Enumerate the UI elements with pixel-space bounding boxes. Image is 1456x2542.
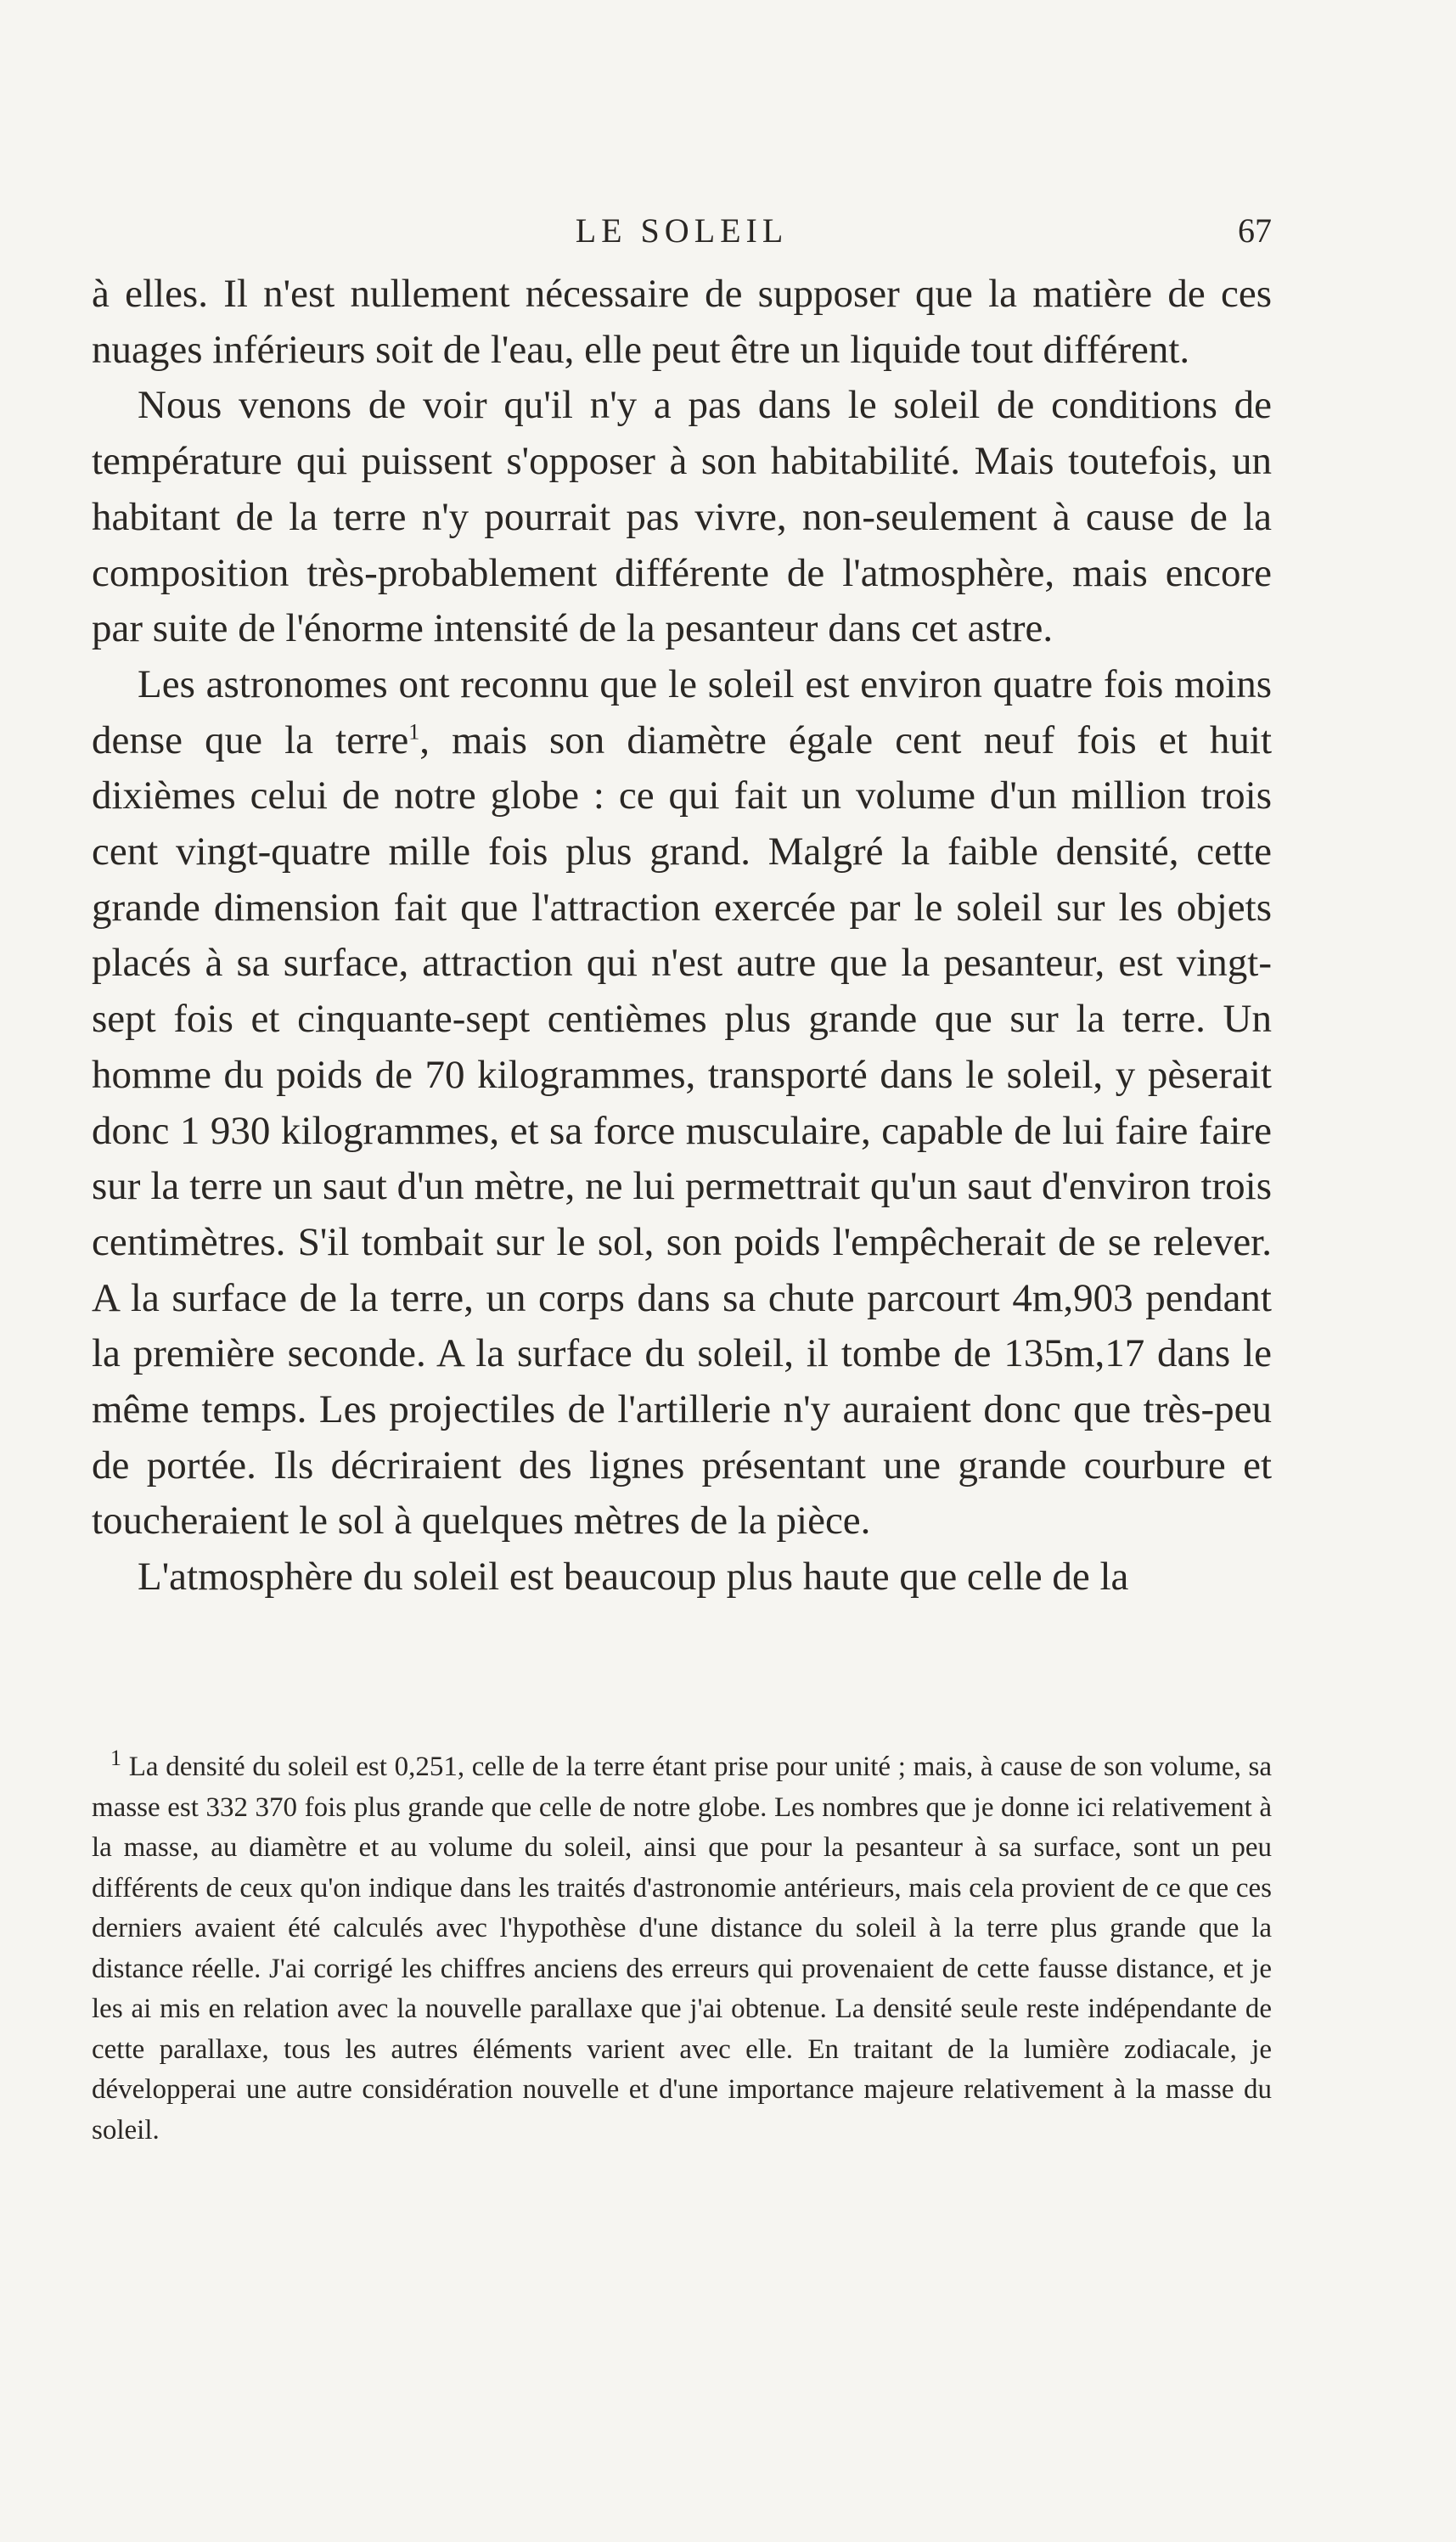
paragraph-2: Nous venons de voir qu'il n'y a pas dans le soleil de conditions de température qui puissent s'opposer à son habitabilité. Mais toutefois, un habitant de la terre n'y pourrait pas vivre, non-seulement à cause de la composition très-probablement différente de l'atmosphère, mais encore par suite de l'énorme intensité de la pesanteur dans cet astre. — [92, 383, 1272, 651]
footnote-reference: 1 — [408, 718, 420, 744]
footnote-text: La densité du soleil est 0,251, celle de la terre étant prise pour unité ; mais, à cause de son volume, sa masse est 332 370 fois plus grande que celle de notre globe. Les nombres que je donne ici relativement à la masse, au diamètre et au volume du soleil, ainsi que pour la pesanteur à sa surface, sont un peu différents de ceux qu'on indique dans les traités d'astronomie antérieurs, mais cela provient de ce que ces derniers avaient été calculés avec l'hypothèse d'une distance du soleil à la terre plus grande que la distance réelle. J'ai corrigé les chiffres anciens des erreurs qui provenaient de cette fausse distance, et je les ai mis en relation avec la nouvelle parallaxe que j'ai obtenue. La densité seule reste indépendante de cette parallaxe, tous les autres éléments varient avec elle. En traitant de la lumière zodiacale, je développerai une autre considération nouvelle et d'une importance majeure relativement à la masse du soleil. — [92, 1752, 1272, 2146]
paragraph-1: à elles. Il n'est nullement nécessaire de supposer que la matière de ces nuages inférieurs soit de l'eau, elle peut être un liquide tout différent. — [92, 272, 1272, 372]
footnote-1 — [92, 1747, 1272, 2151]
running-header — [92, 211, 1272, 262]
paragraph-3-start: Les astronomes ont reconnu que le soleil est environ quatre fois moins dense que la terre — [92, 661, 1272, 762]
main-text — [92, 267, 1272, 1606]
page-number: 67 — [1238, 211, 1272, 250]
paragraph-3-rest: , mais son diamètre égale cent neuf fois et huit dixièmes celui de notre globe : ce qui fait un volume d'un million trois cent vingt-quatre mille fois plus grand. Malgré la faible densité, cette grande dimension fait que l'attraction exercée par le soleil sur les objets placés à sa surface, attraction qui n'est autre que la pesanteur, est vingt-sept fois et cinquante-sept centièmes plus grande que sur la terre. Un homme du poids de 70 kilogrammes, transporté dans le soleil, y pèserait donc 1 930 kilogrammes, et sa force musculaire, capable de lui faire faire sur la terre un saut d'un mètre, ne lui permettrait qu'un saut d'environ trois centimètres. S'il tombait sur le sol, son poids l'empêcherait de se relever. A la surface de la terre, un corps dans sa chute parcourt 4m,903 pendant la première seconde. A la surface du soleil, il tombe de 135m,17 dans le même temps. Les projectiles de l'artillerie n'y auraient donc que très-peu de portée. Ils décriraient des lignes présentant une grande courbure et toucheraient le sol à quelques mètres de la pièce. — [92, 717, 1272, 1544]
running-title: LE SOLEIL — [575, 211, 789, 250]
footnote-block — [92, 1747, 1272, 2151]
paragraph-4: L'atmosphère du soleil est beaucoup plus haute que celle de la — [138, 1555, 1129, 1600]
footnote-marker: 1 — [110, 1746, 121, 1770]
paragraph-3 — [92, 657, 1272, 1549]
